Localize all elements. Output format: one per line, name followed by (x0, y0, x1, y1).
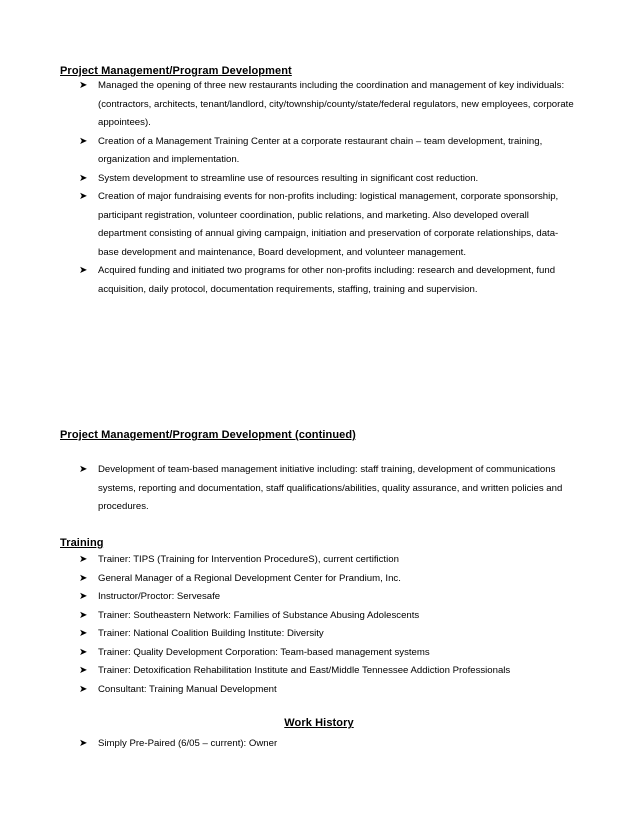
arrowhead-bullet-icon: ➤ (79, 609, 88, 621)
list-item: ➤ General Manager of a Regional Development Center for Prandium, Inc. (0, 570, 638, 589)
arrowhead-bullet-icon: ➤ (79, 572, 88, 584)
section-heading-project: Project Management/Program Development (60, 65, 292, 77)
arrowhead-bullet-icon: ➤ (79, 683, 88, 695)
list-item: ➤ Trainer: Detoxification Rehabilitation Institute and East/Middle Tennessee Addiction Professionals (0, 662, 638, 681)
arrowhead-bullet-icon: ➤ (79, 646, 88, 658)
arrowhead-bullet-icon: ➤ (79, 265, 88, 276)
list-item: ➤ Creation of a Management Training Center at a corporate restaurant chain – team development, training, organization and implementation. (0, 133, 638, 170)
list-item: ➤ Trainer: Southeastern Network: Families of Substance Abusing Adolescents (0, 607, 638, 626)
list-item: ➤ System development to streamline use of resources resulting in significant cost reduction. (0, 170, 638, 189)
project-list (0, 77, 638, 299)
list-item: ➤ Instructor/Proctor: Servesafe (0, 588, 638, 607)
list-item: ➤ Trainer: Quality Development Corporation: Team-based management systems (0, 644, 638, 663)
training-list (0, 551, 638, 699)
project-continued-list (0, 461, 638, 517)
arrowhead-bullet-icon: ➤ (79, 554, 88, 565)
arrowhead-bullet-icon: ➤ (79, 628, 88, 639)
list-item: ➤ Simply Pre-Paired (6/05 – current): Owner (0, 735, 638, 754)
arrowhead-bullet-icon: ➤ (79, 80, 88, 91)
arrowhead-bullet-icon: ➤ (79, 464, 88, 475)
list-item: ➤ Managed the opening of three new restaurants including the coordination and management of key individuals: (contractors, architects, tenant/landlord, city/township/county/state/federal regulators, new employees, corporate appointees). (0, 77, 638, 133)
work-history-list (0, 735, 638, 754)
arrowhead-bullet-icon: ➤ (79, 135, 88, 147)
section-heading-work-history: Work History (284, 717, 354, 729)
arrowhead-bullet-icon: ➤ (79, 665, 88, 676)
list-item: ➤ Creation of major fundraising events for non-profits including: logistical management, corporate sponsorship, participant registration, volunteer coordination, public relations, and marketing. Also developed overall department consisting of annual giving campaign, initiation and preservation of corporate relationships, data-base development and maintenance, Board development, and volunteer management. (0, 188, 638, 262)
section-heading-training: Training (60, 537, 104, 549)
arrowhead-bullet-icon: ➤ (79, 591, 88, 602)
arrowhead-bullet-icon: ➤ (79, 738, 88, 749)
section-heading-project-continued: Project Management/Program Development (continued) (60, 429, 356, 441)
list-item: ➤ Trainer: National Coalition Building Institute: Diversity (0, 625, 638, 644)
arrowhead-bullet-icon: ➤ (79, 191, 88, 202)
list-item: ➤ Acquired funding and initiated two programs for other non-profits including: research and development, fund acquisition, daily protocol, documentation requirements, staffing, training and supervision. (0, 262, 638, 299)
list-item: ➤ Development of team-based management initiative including: staff training, development of communications systems, reporting and documentation, staff qualifications/abilities, quality assurance, and written policies and procedures. (0, 461, 638, 517)
list-item: ➤ Consultant: Training Manual Development (0, 681, 638, 700)
arrowhead-bullet-icon: ➤ (79, 172, 88, 184)
list-item: ➤ Trainer: TIPS (Training for Intervention ProcedureS), current certifiction (0, 551, 638, 570)
